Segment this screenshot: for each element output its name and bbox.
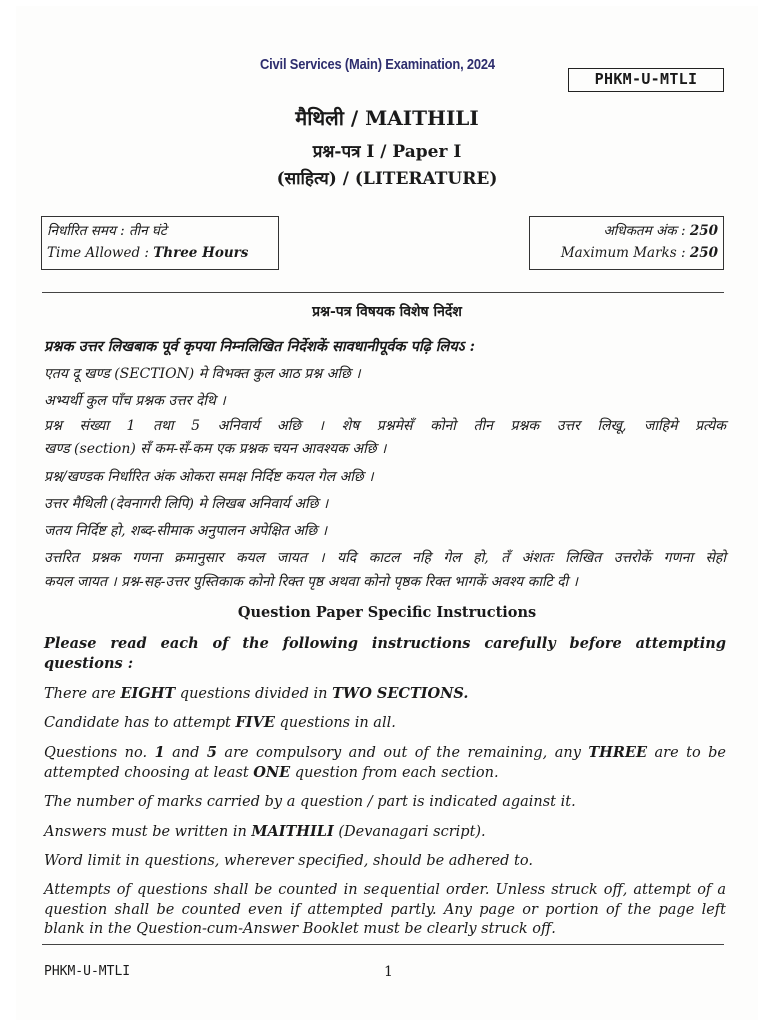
maithili-instruction-2: अभ्यर्थी कुल पाँच प्रश्नक उत्तर देथि । (44, 393, 226, 409)
english-instruction-7c: blank in the Question-cum-Answer Booklet must be clearly struck off. (44, 921, 556, 937)
divider-top (42, 292, 724, 293)
maithili-instruction-5: उत्तर मैथिली (देवनागरी लिपि) मे लिखब अनिवार्य अछि । (44, 496, 329, 512)
divider-bottom (42, 944, 724, 945)
maithili-instruction-3b: खण्ड (section) सँ कम-सँ-कम एक प्रश्नक चयन आवश्यक अछि । (44, 441, 387, 457)
english-instructions-heading: Question Paper Specific Instructions (237, 604, 537, 621)
time-english: Time Allowed : Three Hours (47, 245, 249, 261)
paper-number: प्रश्न-पत्र I / Paper I (312, 142, 462, 162)
maximum-marks-box (529, 216, 724, 270)
english-instruction-4: The number of marks carried by a question / part is indicated against it. (44, 794, 576, 810)
maithili-instruction-7b: कयल जायत । प्रश्न-सह-उत्तर पुस्तिकाक कोनो रिक्त पृष्ठ अथवा कोनो पृष्ठक रिक्त भागकें अवश्य काटि दी । (44, 574, 578, 590)
english-instructions-intro-line-2: questions : (44, 655, 134, 672)
exam-page (16, 6, 758, 1020)
english-instruction-5: Answers must be written in MAITHILI (Devanagari script). (44, 823, 486, 840)
english-instruction-3b: attempted choosing at least ONE question from each section. (44, 764, 499, 781)
english-instructions-intro-line-1: Please read each of the following instructions carefully before attempting (44, 635, 726, 652)
english-instruction-2: Candidate has to attempt FIVE questions in all. (44, 714, 396, 731)
marks-english: Maximum Marks : 250 (560, 245, 718, 261)
time-allowed-box (41, 216, 279, 270)
exam-name: Civil Services (Main) Examination, 2024 (260, 56, 495, 73)
english-instruction-6: Word limit in questions, wherever specified, should be adhered to. (44, 853, 533, 869)
maithili-instruction-7a: उत्तरित प्रश्नक गणना क्रमानुसार कयल जायत । यदि काटल नहि गेल हो, तँ अंशतः लिखित उत्तरोकें गणना सेहो (44, 550, 726, 566)
footer-page-number: 1 (384, 964, 393, 980)
english-instruction-1: There are EIGHT questions divided in TWO SECTIONS. (44, 685, 469, 702)
english-instruction-7a: Attempts of questions shall be counted in sequential order. Unless struck off, attempt of a (44, 882, 726, 898)
maithili-instruction-4: प्रश्न/खण्डक निर्धारित अंक ओकरा समक्ष निर्दिष्ट कयल गेल अछि । (44, 469, 374, 485)
english-instruction-3a: Questions no. 1 and 5 are compulsory and out of the remaining, any THREE are to be (44, 744, 726, 761)
marks-hindi: अधिकतम अंक : 250 (603, 223, 718, 239)
maithili-instruction-3a: प्रश्न संख्या 1 तथा 5 अनिवार्य अछि । शेष प्रश्नमेसँ कोनो तीन प्रश्नक उत्तर लिखू, जाहिमे प्रत्येक (44, 418, 726, 434)
time-hindi: निर्धारित समय : तीन घंटे (47, 223, 167, 239)
paper-subject: (साहित्य) / (LITERATURE) (276, 169, 498, 189)
maithili-instructions-heading: प्रश्न-पत्र विषयक विशेष निर्देश (312, 304, 462, 320)
footer-paper-code: PHKM-U-MTLI (44, 964, 131, 979)
maithili-instructions-intro: प्रश्नक उत्तर लिखबाक पूर्व कृपया निम्नलिखित निर्देशकें सावधानीपूर्वक पढ़ि लियऽ : (44, 338, 475, 355)
english-instruction-7b: question shall be counted even if attempted partly. Any page or portion of the page left (44, 902, 726, 918)
maithili-instruction-1: एतय दू खण्ड (SECTION) मे विभक्त कुल आठ प्रश्न अछि । (44, 366, 361, 382)
maithili-instruction-6: जतय निर्दिष्ट हो, शब्द-सीमाक अनुपालन अपेक्षित अछि । (44, 523, 328, 539)
paper-code-box: PHKM-U-MTLI (568, 68, 724, 92)
language-title: मैथिली / MAITHILI (295, 106, 479, 130)
